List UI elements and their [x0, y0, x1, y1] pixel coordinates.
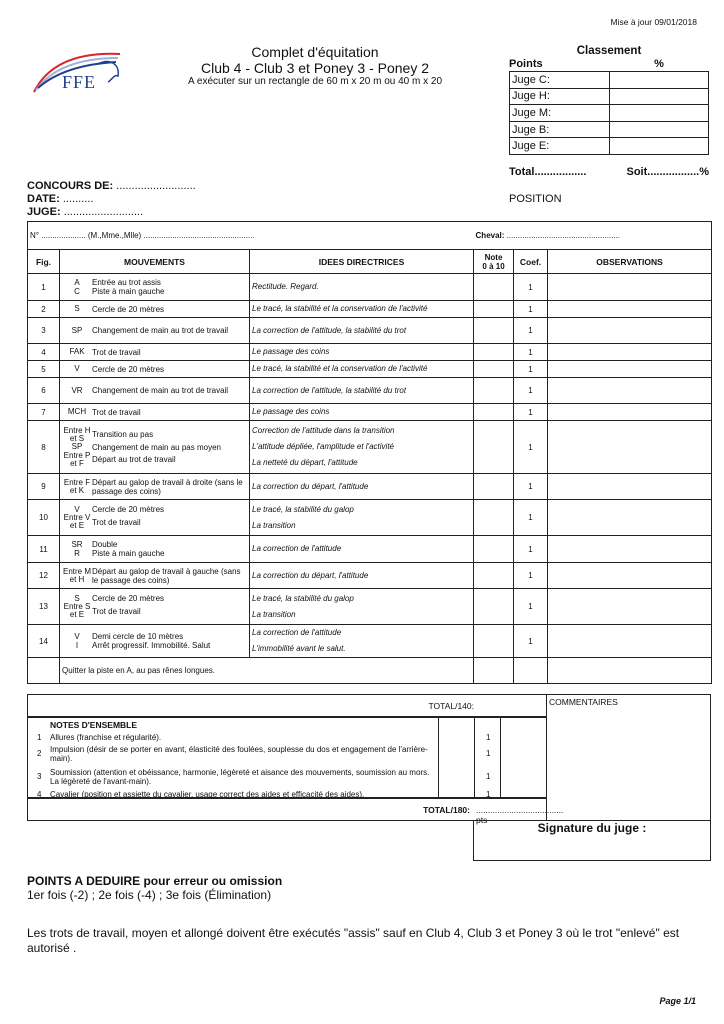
movement-code: I	[75, 640, 79, 650]
coef-cell: 1	[514, 318, 548, 344]
mouvements-header: MOUVEMENTS	[60, 250, 250, 274]
movement-cell	[60, 421, 250, 474]
movement-code: C	[74, 286, 80, 296]
movement-text: Départ au galop de travail à droite (sans le passage des coins)	[92, 477, 243, 496]
judge-value[interactable]	[610, 88, 709, 105]
coef-cell: 1	[514, 421, 548, 474]
note-number: 4	[37, 790, 42, 799]
classement-header	[509, 58, 709, 70]
movement-line	[62, 567, 247, 585]
comments-box[interactable]	[547, 694, 711, 821]
total-180-label: TOTAL/180:	[423, 805, 470, 815]
coef-cell: 1	[514, 361, 548, 378]
note-number: 2	[37, 749, 42, 758]
title-line2: Club 4 - Club 3 et Poney 3 - Poney 2	[200, 60, 430, 76]
total-180-box	[27, 798, 564, 825]
movement-cell	[60, 301, 250, 318]
movement-line	[62, 278, 247, 287]
movement-text: Double	[92, 540, 118, 549]
date-field[interactable]: ..........	[62, 193, 94, 205]
page-number: Page 1/1	[659, 996, 696, 1006]
score-sheet	[27, 221, 711, 684]
coef-cell: 1	[514, 536, 548, 563]
coef-cell: 1	[514, 274, 548, 301]
idea-text: La correction du départ, l'attitude	[252, 481, 369, 491]
movement-line	[62, 632, 247, 641]
movement-code: FAK	[69, 347, 85, 356]
movement-text: Cercle de 20 mètres	[92, 505, 165, 514]
classement-title: Classement	[576, 45, 642, 57]
idea-text: La transition	[252, 609, 296, 619]
coef-cell: 1	[514, 301, 548, 318]
table-row	[28, 589, 712, 625]
movement-line	[62, 386, 247, 395]
idea-text: La transition	[252, 520, 296, 530]
fig-cell: 10	[28, 500, 60, 536]
observation-cell[interactable]	[548, 536, 712, 563]
idea-text: L'immobilité avant le salut.	[252, 644, 346, 653]
notes-divider	[438, 718, 439, 797]
observation-cell[interactable]	[548, 361, 712, 378]
signature-label: Signature du juge :	[537, 821, 647, 835]
observation-cell[interactable]	[548, 301, 712, 318]
deduct-section	[27, 874, 282, 902]
deduct-title: POINTS A DEDUIRE	[27, 874, 141, 888]
fig-cell: 13	[28, 589, 60, 625]
fig-header: Fig.	[28, 250, 60, 274]
judge-value[interactable]	[610, 138, 709, 155]
quit-fig	[28, 658, 60, 684]
notes-title: NOTES D'ENSEMBLE	[50, 720, 138, 730]
observation-cell[interactable]	[548, 344, 712, 361]
classement-box	[509, 44, 709, 155]
fig-cell: 14	[28, 625, 60, 658]
comments-label: COMMENTAIRES	[549, 697, 618, 707]
movement-cell	[60, 563, 250, 589]
observation-cell[interactable]	[548, 625, 712, 658]
note-coef: 1	[486, 749, 491, 758]
movement-text: Cercle de 20 mètres	[92, 364, 165, 374]
idees-header: IDEES DIRECTRICES	[250, 250, 474, 274]
rider-row	[28, 222, 712, 250]
movement-line	[62, 603, 247, 619]
judge-row	[510, 72, 709, 89]
movement-text: Départ au trot de travail	[92, 455, 176, 464]
idea-cell	[250, 563, 474, 589]
note-number: 3	[37, 772, 42, 781]
observation-cell[interactable]	[548, 474, 712, 500]
fig-cell: 9	[28, 474, 60, 500]
table-row	[28, 378, 712, 404]
note-cell[interactable]	[474, 500, 514, 536]
judge-label: Juge E:	[510, 138, 610, 155]
idea-text: Le passage des coins	[252, 347, 330, 356]
idea-cell	[250, 421, 474, 474]
idea-cell	[250, 625, 474, 658]
movement-code: S	[74, 593, 80, 603]
movement-cell	[60, 274, 250, 301]
note-cell[interactable]	[474, 361, 514, 378]
idea-text: Correction de l'attitude dans la transition	[252, 426, 395, 435]
fig-cell: 12	[28, 563, 60, 589]
points-label: Points	[509, 58, 543, 70]
note-cell[interactable]	[474, 589, 514, 625]
fig-cell: 3	[28, 318, 60, 344]
movement-code: V	[74, 631, 80, 641]
note-cell[interactable]	[474, 344, 514, 361]
movement-code: MCH	[67, 407, 87, 416]
movement-cell	[60, 625, 250, 658]
movement-text: Transition au pas	[92, 430, 154, 439]
movement-code: VR	[71, 385, 83, 395]
deduct-subtitle: pour erreur ou omission	[140, 874, 283, 888]
note-text: Impulsion (désir de se porter en avant, élasticité des foulées, souplesse du dos et engagement de l'arrière-main).	[50, 745, 428, 763]
juge-label: JUGE:	[27, 206, 61, 218]
movement-line	[62, 287, 247, 296]
judge-value[interactable]	[610, 105, 709, 122]
coef-cell: 1	[514, 625, 548, 658]
note-text: Soumission (attention et obéissance, harmonie, légèreté et aisance des mouvements, soumission au mors. La légèreté de l'avant-main).	[50, 768, 430, 786]
coef-cell: 1	[514, 589, 548, 625]
note-header: Note 0 à 10	[474, 250, 514, 274]
judge-row	[510, 105, 709, 122]
table-row	[28, 301, 712, 318]
movement-cell	[60, 474, 250, 500]
note-number: 1	[37, 733, 42, 742]
movement-text: Cercle de 20 mètres	[92, 304, 165, 314]
quit-note	[474, 658, 514, 684]
total-label: Total.................	[509, 166, 587, 178]
concours-label: CONCOURS DE:	[27, 180, 114, 192]
movement-code: Entre S et E	[63, 602, 91, 619]
note-cell[interactable]	[474, 318, 514, 344]
idea-text: La correction de l'attitude	[252, 544, 342, 553]
observation-cell[interactable]	[548, 421, 712, 474]
cheval-field[interactable]: ...................................................	[506, 231, 621, 240]
coef-cell: 1	[514, 500, 548, 536]
movement-cell	[60, 378, 250, 404]
idea-text: La correction de l'attitude, la stabilité du trot	[252, 325, 407, 335]
movement-text: Changement de main au pas moyen	[92, 442, 221, 452]
percent-label: %	[654, 58, 664, 70]
movement-text: Demi cercle de 10 mètres	[92, 632, 184, 641]
note-coef: 1	[486, 772, 491, 781]
movement-text: Arrêt progressif. Immobilité. Salut	[92, 641, 211, 650]
movement-line	[62, 365, 247, 374]
movement-code: Entre H et S	[63, 425, 91, 443]
movement-text: Piste à main gauche	[92, 287, 165, 296]
ffe-logo	[28, 44, 128, 99]
coef-cell: 1	[514, 474, 548, 500]
fig-cell: 7	[28, 404, 60, 421]
fig-cell: 8	[28, 421, 60, 474]
idea-text: Le passage des coins	[252, 407, 330, 416]
fig-cell: 2	[28, 301, 60, 318]
fig-cell: 4	[28, 344, 60, 361]
movement-cell	[60, 500, 250, 536]
total-140-box	[27, 694, 547, 717]
coef-cell: 1	[514, 344, 548, 361]
position-label: POSITION	[509, 193, 562, 205]
quit-text: Quitter la piste en A, au pas rênes longues.	[60, 658, 474, 684]
table-row	[28, 361, 712, 378]
note-coef: 1	[486, 790, 491, 799]
movement-cell	[60, 536, 250, 563]
movement-text: Entrée au trot assis	[92, 278, 161, 287]
movement-code: A	[74, 277, 80, 287]
idea-text: L'attitude dépliée, l'amplitude et l'activité	[252, 442, 394, 451]
movement-text: Changement de main au trot de travail	[92, 326, 229, 335]
coef-cell: 1	[514, 404, 548, 421]
update-date: Mise à jour 09/01/2018	[610, 17, 697, 27]
judge-label: Juge C:	[510, 72, 610, 89]
table-row	[28, 404, 712, 421]
movement-line	[62, 514, 247, 530]
rider-cell[interactable]	[28, 222, 474, 250]
movement-code: R	[74, 548, 80, 558]
movement-text: Cercle de 20 mètres	[92, 594, 165, 603]
fig-cell: 11	[28, 536, 60, 563]
movement-code: SR	[71, 539, 83, 549]
quit-obs	[548, 658, 712, 684]
total-line	[509, 166, 709, 178]
idea-cell	[250, 361, 474, 378]
note-cell[interactable]	[474, 274, 514, 301]
idea-text: Le tracé, la stabilité du galop	[252, 504, 354, 514]
movement-code: Entre F et K	[63, 477, 91, 495]
movement-code: SP	[71, 442, 83, 451]
note-cell[interactable]	[474, 378, 514, 404]
movement-text: Trot de travail	[92, 606, 141, 616]
idea-cell	[250, 474, 474, 500]
observation-cell[interactable]	[548, 378, 712, 404]
movement-line	[62, 305, 247, 314]
table-row	[28, 421, 712, 474]
trot-note: Les trots de travail, moyen et allongé doivent être exécutés "assis" sauf en Club 4, Club 3 et Poney 3 où le trot "enlevé" est autorisé .	[27, 926, 680, 955]
idea-cell	[250, 301, 474, 318]
event-info	[27, 180, 196, 219]
table-row	[28, 500, 712, 536]
idea-text: Le tracé, la stabilité et la conservation de l'activité	[252, 364, 428, 373]
movement-line	[62, 408, 247, 417]
judges-table	[509, 71, 709, 155]
total-140-label: TOTAL/140:	[428, 701, 474, 711]
coef-cell: 1	[514, 563, 548, 589]
idea-cell	[250, 404, 474, 421]
idea-text: Le tracé, la stabilité du galop	[252, 593, 354, 603]
title-block	[150, 44, 480, 88]
movement-text: Trot de travail	[92, 407, 141, 417]
movement-text: Piste à main gauche	[92, 549, 165, 558]
idea-text: La correction de l'attitude, la stabilité du trot	[252, 385, 407, 395]
idea-cell	[250, 536, 474, 563]
table-row	[28, 318, 712, 344]
idea-text: La netteté du départ, l'attitude	[252, 458, 358, 467]
fig-cell: 5	[28, 361, 60, 378]
movement-text: Changement de main au trot de travail	[92, 386, 229, 395]
notes-divider	[474, 718, 475, 797]
table-row	[28, 625, 712, 658]
note-cell[interactable]	[474, 536, 514, 563]
soit-label: Soit.................%	[626, 166, 709, 178]
movement-line	[62, 348, 247, 357]
concours-field[interactable]: ..........................	[116, 180, 196, 192]
table-row	[28, 474, 712, 500]
movement-line	[62, 641, 247, 650]
idea-cell	[250, 344, 474, 361]
title-line1: Complet d'équitation	[251, 44, 379, 60]
note-cell[interactable]	[474, 474, 514, 500]
observation-cell[interactable]	[548, 500, 712, 536]
observations-header: OBSERVATIONS	[548, 250, 712, 274]
signature-box[interactable]	[473, 821, 711, 861]
judge-label: Juge B:	[510, 121, 610, 138]
table-row	[28, 536, 712, 563]
idea-text: La correction du départ, l'attitude	[252, 570, 369, 580]
judge-row	[510, 88, 709, 105]
movement-line	[62, 549, 247, 558]
judge-label: Juge M:	[510, 105, 610, 122]
idea-cell	[250, 500, 474, 536]
observation-cell[interactable]	[548, 589, 712, 625]
movement-cell	[60, 404, 250, 421]
movement-line	[62, 427, 247, 443]
judge-value[interactable]	[610, 72, 709, 89]
movement-code: Entre M et H	[62, 566, 91, 584]
notes-ensemble	[27, 717, 547, 798]
logo-text: FFE	[62, 72, 97, 92]
movement-code: V	[74, 504, 80, 514]
idea-cell	[250, 274, 474, 301]
judge-value[interactable]	[610, 121, 709, 138]
movement-cell	[60, 361, 250, 378]
rider-field[interactable]: N° .................... (M.,Mme.,Mlle) ..................................................	[30, 231, 255, 240]
table-row	[28, 563, 712, 589]
table-row	[28, 344, 712, 361]
juge-field[interactable]: ..........................	[63, 206, 144, 218]
note-cell[interactable]	[474, 625, 514, 658]
movement-cell	[60, 318, 250, 344]
movement-text: Trot de travail	[92, 347, 141, 357]
movement-code: Entre P et F	[63, 450, 91, 468]
movement-line	[62, 326, 247, 335]
observation-cell[interactable]	[548, 404, 712, 421]
cheval-label: Cheval:	[475, 231, 505, 240]
judge-row	[510, 121, 709, 138]
observation-cell[interactable]	[548, 274, 712, 301]
idea-cell	[250, 589, 474, 625]
quit-coef	[514, 658, 548, 684]
note-text: Cavalier (position et assiette du cavalier, usage correct des aides et efficacité des aides).	[50, 790, 365, 799]
observation-cell[interactable]	[548, 318, 712, 344]
total-180-field[interactable]: ..................................... pts	[476, 805, 564, 825]
idea-text: La correction de l'attitude	[252, 628, 342, 637]
judge-row	[510, 138, 709, 155]
note-cell[interactable]	[474, 563, 514, 589]
observation-cell[interactable]	[548, 563, 712, 589]
movement-line	[62, 452, 247, 468]
movement-rows	[28, 274, 712, 658]
note-cell[interactable]	[474, 301, 514, 318]
movement-code: S	[74, 304, 80, 313]
movements-table	[27, 221, 712, 684]
movement-code: SP	[71, 325, 83, 335]
quit-row	[28, 658, 712, 684]
coef-cell: 1	[514, 378, 548, 404]
movement-text: Trot de travail	[92, 517, 141, 527]
idea-text: Le tracé, la stabilité et la conservation de l'activité	[252, 304, 428, 313]
movement-code: Entre V et E	[63, 513, 91, 530]
notes-divider	[500, 718, 501, 797]
note-cell[interactable]	[474, 421, 514, 474]
movement-code: V	[74, 364, 80, 373]
title-line3: A exécuter sur un rectangle de 60 m x 20 m ou 40 m x 20	[187, 76, 443, 87]
movement-text: Départ au galop de travail à gauche (sans le passage des coins)	[92, 566, 241, 585]
coef-header: Coef.	[514, 250, 548, 274]
movement-line	[62, 478, 247, 496]
idea-text: Rectitude. Regard.	[252, 282, 319, 291]
movement-cell	[60, 344, 250, 361]
note-cell[interactable]	[474, 404, 514, 421]
horse-cell[interactable]	[474, 222, 712, 250]
deduct-line: 1er fois (-2) ; 2e fois (-4) ; 3e fois (Élimination)	[27, 888, 272, 902]
note-coef: 1	[486, 733, 491, 742]
movement-cell	[60, 589, 250, 625]
idea-cell	[250, 378, 474, 404]
idea-cell	[250, 318, 474, 344]
fig-cell: 1	[28, 274, 60, 301]
fig-cell: 6	[28, 378, 60, 404]
judge-label: Juge H:	[510, 88, 610, 105]
movement-line	[62, 540, 247, 549]
table-row	[28, 274, 712, 301]
note-text: Allures (franchise et régularité).	[50, 733, 162, 742]
table-header	[28, 250, 712, 274]
date-label: DATE:	[27, 193, 60, 205]
